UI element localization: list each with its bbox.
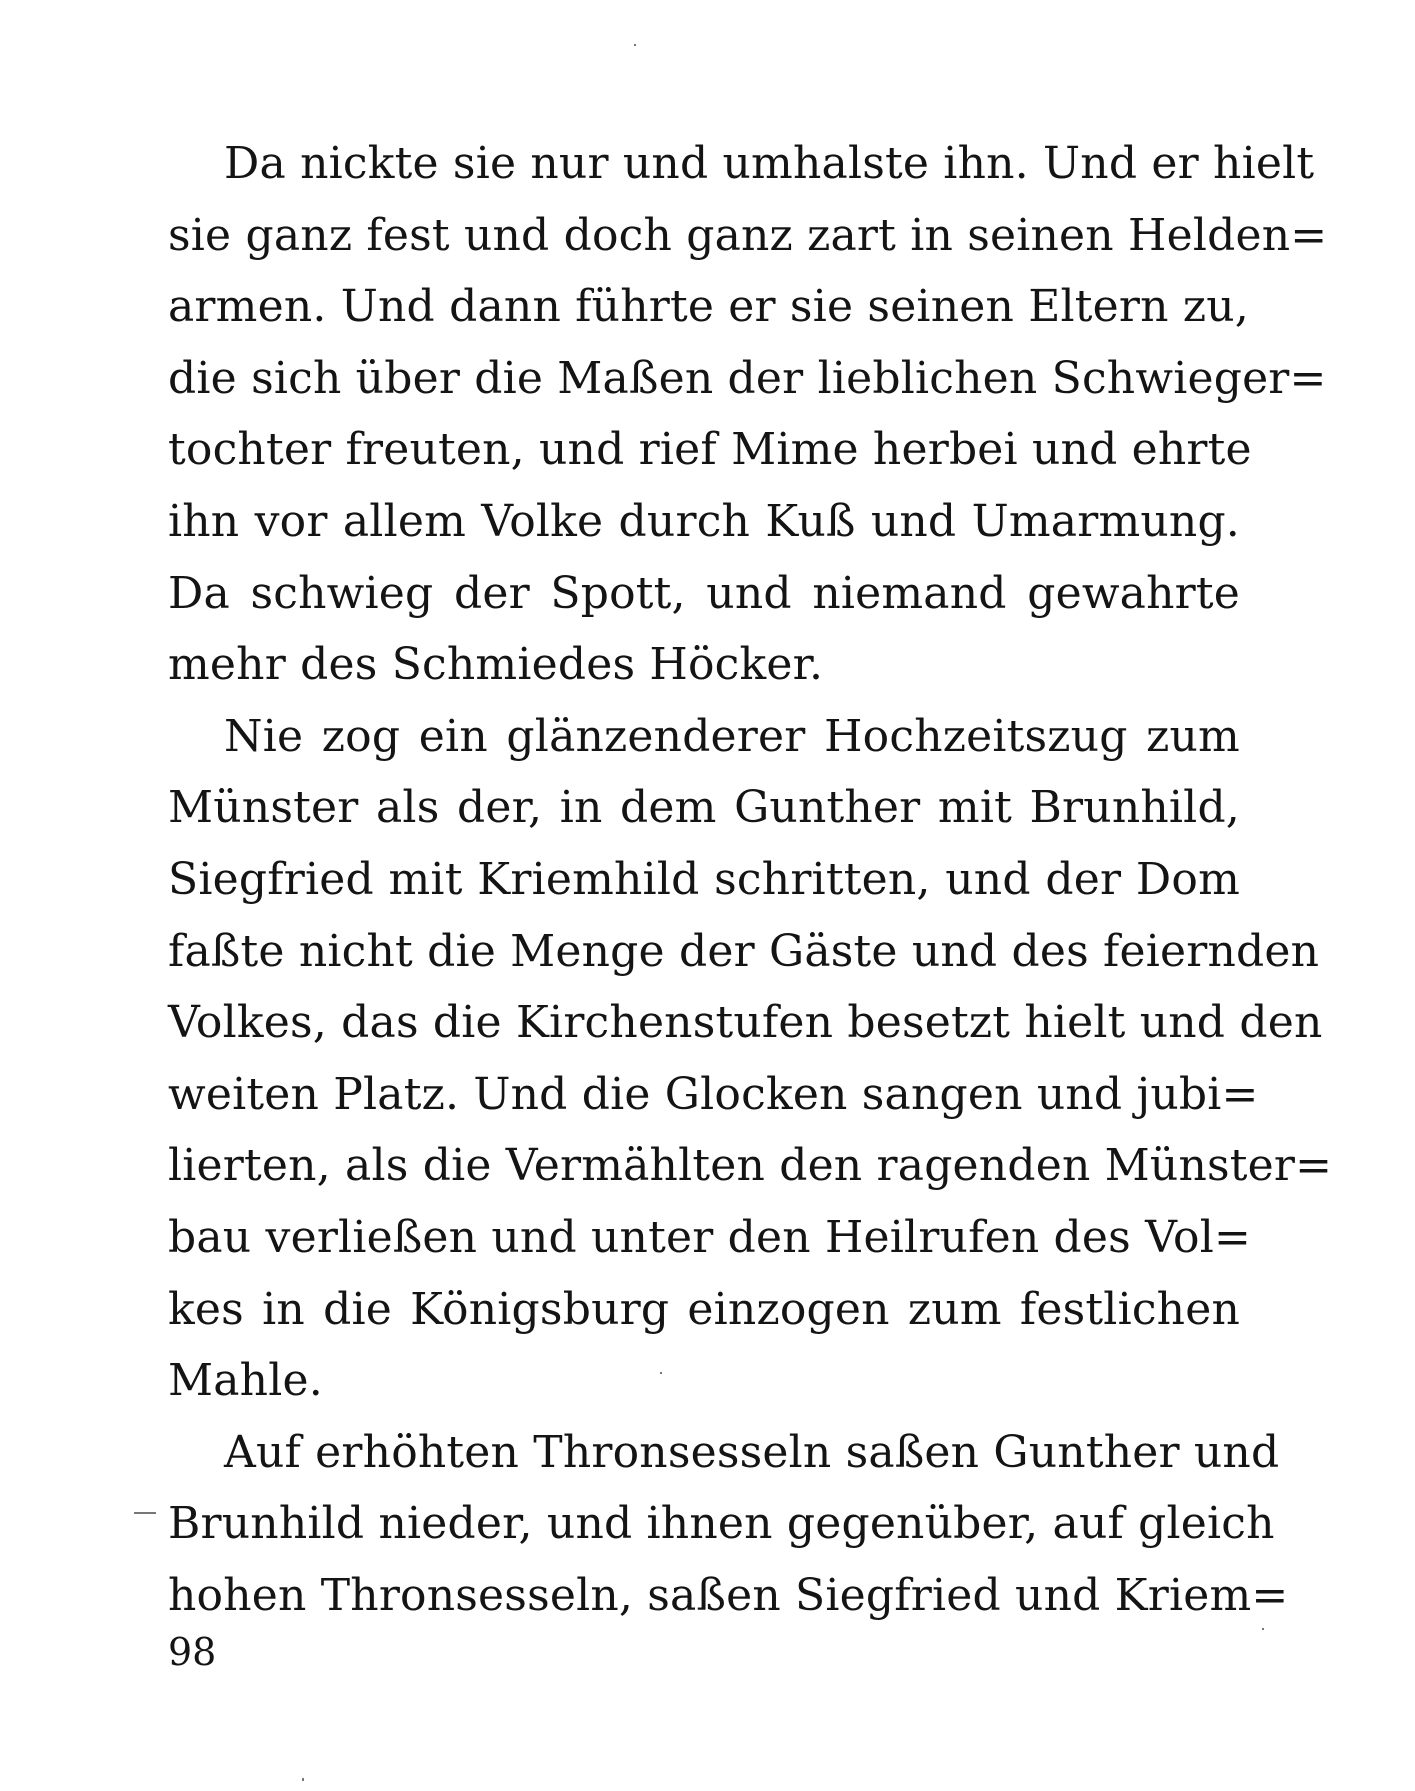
- text-line: Auf erhöhten Thronsesseln saßen Gunther und: [224, 1426, 1280, 1478]
- text-line: bau verließen und unter den Heilrufen des Vol=: [168, 1211, 1252, 1263]
- scan-speck: [634, 44, 636, 46]
- text-line: Münster als der, in dem Gunther mit Brunhild,: [168, 782, 1240, 834]
- text-line: faßte nicht die Menge der Gäste und des feiernden: [168, 925, 1320, 977]
- scan-speck: [302, 1778, 304, 1781]
- paragraph-2: [168, 701, 1333, 1417]
- text-line: Volkes, das die Kirchenstufen besetzt hielt und den: [168, 997, 1323, 1049]
- paragraph-3: [168, 1417, 1289, 1632]
- paragraph-1: [168, 128, 1328, 701]
- scan-speck: [1262, 1628, 1264, 1630]
- body-text: [168, 128, 1333, 1631]
- text-line: weiten Platz. Und die Glocken sangen und jubi=: [168, 1068, 1259, 1120]
- text-line: hohen Thronsesseln, saßen Siegfried und Kriem=: [168, 1569, 1289, 1621]
- text-line: Mahle.: [168, 1355, 323, 1407]
- text-line: sie ganz fest und doch ganz zart in seinen Helden=: [168, 209, 1328, 261]
- text-line: die sich über die Maßen der lieblichen Schwieger=: [168, 352, 1327, 404]
- text-line: Brunhild nieder, und ihnen gegenüber, auf gleich: [168, 1498, 1275, 1550]
- text-line: Da nickte sie nur und umhalste ihn. Und er hielt: [224, 138, 1315, 189]
- text-line: ihn vor allem Volke durch Kuß und Umarmung.: [168, 495, 1240, 547]
- text-line: Siegfried mit Kriemhild schritten, und der Dom: [168, 853, 1240, 905]
- text-line: Nie zog ein glänzenderer Hochzeitszug zum: [224, 710, 1240, 762]
- text-line: mehr des Schmiedes Höcker.: [168, 639, 824, 691]
- scan-speck: [134, 1512, 156, 1514]
- page-number: 98: [168, 1630, 217, 1674]
- text-line: lierten, als die Vermählten den ragenden Münster=: [168, 1140, 1333, 1192]
- text-line: kes in die Königsburg einzogen zum festlichen: [168, 1283, 1240, 1335]
- text-line: Da schwieg der Spott, und niemand gewahrte: [168, 567, 1240, 619]
- scan-speck: [660, 1372, 662, 1374]
- text-line: tochter freuten, und rief Mime herbei und ehrte: [168, 424, 1252, 476]
- text-line: armen. Und dann führte er sie seinen Eltern zu,: [168, 281, 1249, 333]
